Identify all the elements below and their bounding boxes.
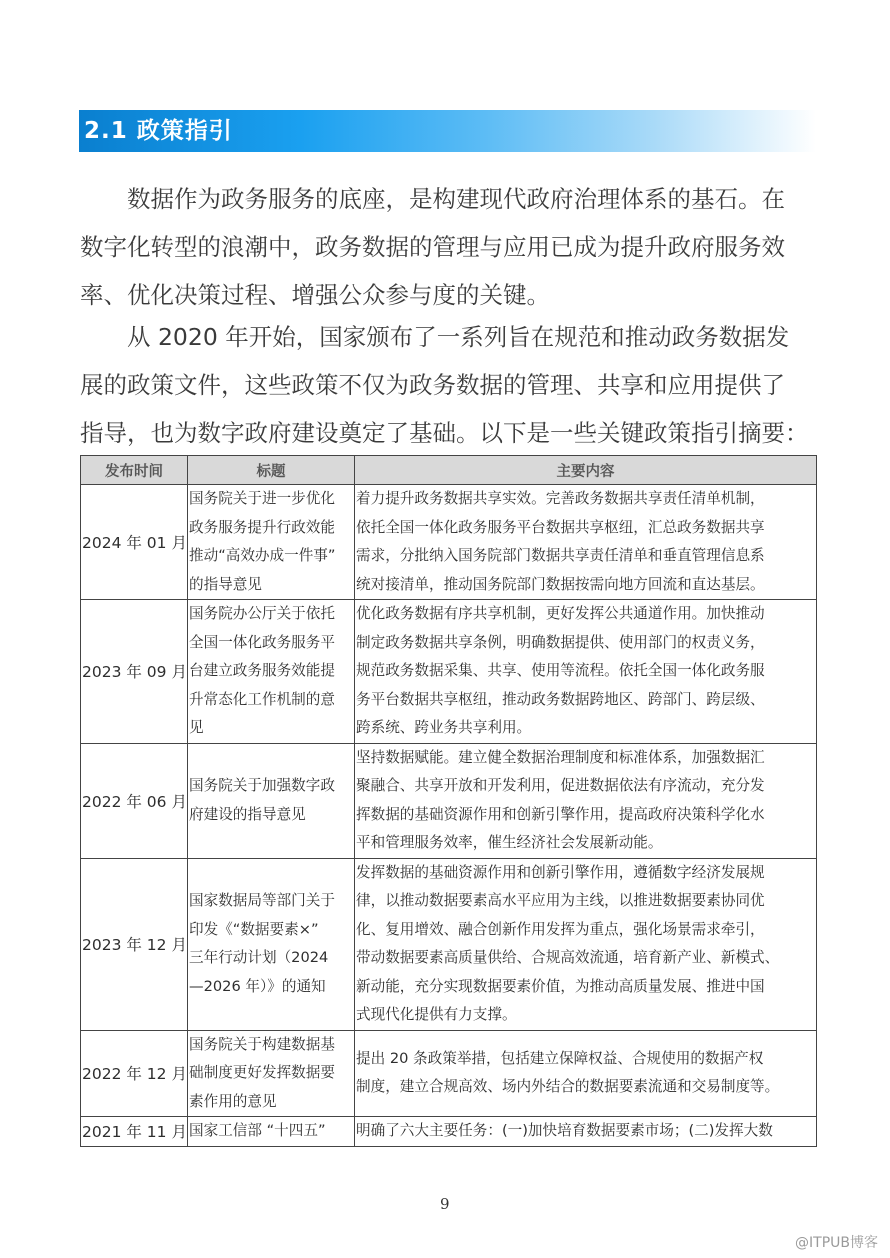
title-line: 三年行动计划（2024 — [189, 949, 329, 966]
title-line: 国务院办公厅关于依托 — [189, 605, 335, 622]
paragraph-line: 率、优化决策过程、增强公众参与度的关键。 — [80, 281, 550, 309]
cell-title — [188, 600, 355, 744]
cell-date: 2023 年 09 月 — [81, 600, 188, 744]
table-row — [81, 1117, 817, 1147]
content-line: 规范政务数据采集、共享、使用等流程。依托全国一体化政务服 — [356, 662, 765, 679]
table-row — [81, 743, 817, 858]
title-line: 国家数据局等部门关于 — [189, 892, 335, 909]
cell-date: 2024 年 01 月 — [81, 485, 188, 600]
content-line: 制度，建立合规高效、场内外结合的数据要素流通和交易制度等。 — [356, 1078, 780, 1096]
content-line: 挥数据的基础资源作用和创新引擎作用，提高政府决策科学化水 — [356, 805, 765, 823]
title-line: 推动“高效办成一件事” — [189, 547, 336, 564]
content-line: 聚融合、共享开放和开发利用，促进数据依法有序流动，充分发 — [356, 777, 765, 794]
header-content: 主要内容 — [355, 456, 817, 485]
table-header-row — [81, 456, 817, 485]
content-line: 依托全国一体化政务服务平台数据共享枢纽，汇总政务数据共享 — [356, 518, 765, 536]
cell-content — [355, 485, 817, 600]
content-line: 发挥数据的基础资源作用和创新引擎作用，遵循数字经济发展规 — [356, 863, 765, 881]
title-line: 升常态化工作机制的意 — [189, 690, 335, 708]
paragraph-line: 从 2020 年开始，国家颁布了一系列旨在规范和推动政务数据发 — [127, 323, 790, 351]
cell-content — [355, 743, 817, 858]
content-line: 明确了六大主要任务：(一)加快培育数据要素市场；(二)发挥大数 — [356, 1122, 773, 1139]
content-line: 新动能，充分实现数据要素价值，为推动高质量发展、推进中国 — [356, 977, 765, 995]
content-line: 优化政务数据有序共享机制，更好发挥公共通道作用。加快推动 — [356, 605, 765, 622]
section-title: 2.1 政策指引 — [84, 118, 233, 144]
content-line: 坚持数据赋能。建立健全数据治理制度和标准体系，加强数据汇 — [356, 748, 765, 766]
title-line: 素作用的意见 — [189, 1092, 277, 1110]
content-line: 跨系统、跨业务共享利用。 — [356, 719, 532, 736]
watermark: @ITPUB博客 — [795, 1235, 878, 1251]
table-row — [81, 600, 817, 744]
title-line: 国家工信部 “十四五” — [189, 1122, 326, 1139]
header-title: 标题 — [188, 456, 355, 485]
content-line: 着力提升政务数据共享实效。完善政务数据共享责任清单机制， — [356, 490, 765, 507]
cell-title — [188, 1117, 355, 1147]
intro-paragraph-1 — [80, 175, 820, 319]
paragraph-line: 数字化转型的浪潮中，政务数据的管理与应用已成为提升政府服务效 — [80, 233, 785, 261]
content-line: 化、复用增效、融合创新作用发挥为重点，强化场景需求牵引， — [356, 920, 765, 938]
cell-date: 2022 年 12 月 — [81, 1030, 188, 1117]
cell-content — [355, 600, 817, 744]
title-line: 国务院关于加强数字政 — [189, 777, 335, 794]
title-line: 的指导意见 — [189, 575, 262, 593]
table-row — [81, 485, 817, 600]
cell-title — [188, 858, 355, 1030]
title-line: 台建立政务服务效能提 — [189, 662, 335, 679]
cell-content — [355, 1030, 817, 1117]
table-row — [81, 1030, 817, 1117]
cell-content — [355, 1117, 817, 1147]
cell-title — [188, 485, 355, 600]
paragraph-line: 数据作为政务服务的底座，是构建现代政府治理体系的基石。在 — [127, 185, 785, 213]
content-line: 式现代化提供有力支撑。 — [356, 1006, 517, 1023]
content-line: 律，以推动数据要素高水平应用为主线，以推进数据要素协同优 — [356, 892, 765, 909]
cell-title — [188, 1030, 355, 1117]
content-line: 提出 20 条政策举措，包括建立保障权益、合规使用的数据产权 — [356, 1049, 764, 1067]
title-line: 见 — [189, 719, 204, 736]
header-date: 发布时间 — [81, 456, 188, 485]
title-line: 础制度更好发挥数据要 — [189, 1064, 335, 1081]
content-line: 带动数据要素高质量供给、合规高效流通，培育新产业、新模式、 — [356, 949, 780, 966]
paragraph-line: 指导，也为数字政府建设奠定了基础。以下是一些关键政策指引摘要： — [80, 419, 809, 447]
intro-paragraph-2 — [80, 313, 820, 457]
cell-date: 2023 年 12 月 — [81, 858, 188, 1030]
title-line: 国务院关于构建数据基 — [189, 1035, 335, 1053]
title-line: 全国一体化政务服务平 — [189, 633, 335, 651]
content-line: 统对接清单，推动国务院部门数据按需向地方回流和直达基层。 — [356, 575, 765, 593]
page-number: 9 — [440, 1195, 450, 1213]
policy-table — [80, 455, 817, 1147]
content-line: 平和管理服务效率，催生经济社会发展新动能。 — [356, 834, 663, 851]
cell-date: 2021 年 11 月 — [81, 1117, 188, 1147]
table-row — [81, 858, 817, 1030]
title-line: 府建设的指导意见 — [189, 805, 306, 823]
cell-title — [188, 743, 355, 858]
title-line: 印发《“数据要素×” — [189, 920, 319, 938]
title-line: 国务院关于进一步优化 — [189, 490, 335, 507]
title-line: 政务服务提升行政效能 — [189, 518, 335, 536]
content-line: 制定政务数据共享条例，明确数据提供、使用部门的权责义务， — [356, 633, 765, 651]
paragraph-line: 展的政策文件，这些政策不仅为政务数据的管理、共享和应用提供了 — [80, 371, 785, 399]
cell-content — [355, 858, 817, 1030]
cell-date: 2022 年 06 月 — [81, 743, 188, 858]
content-line: 务平台数据共享枢纽，推动政务数据跨地区、跨部门、跨层级、 — [356, 690, 765, 708]
content-line: 需求，分批纳入国务院部门数据共享责任清单和垂直管理信息系 — [356, 547, 765, 564]
title-line: —2026 年）》的通知 — [189, 977, 326, 995]
